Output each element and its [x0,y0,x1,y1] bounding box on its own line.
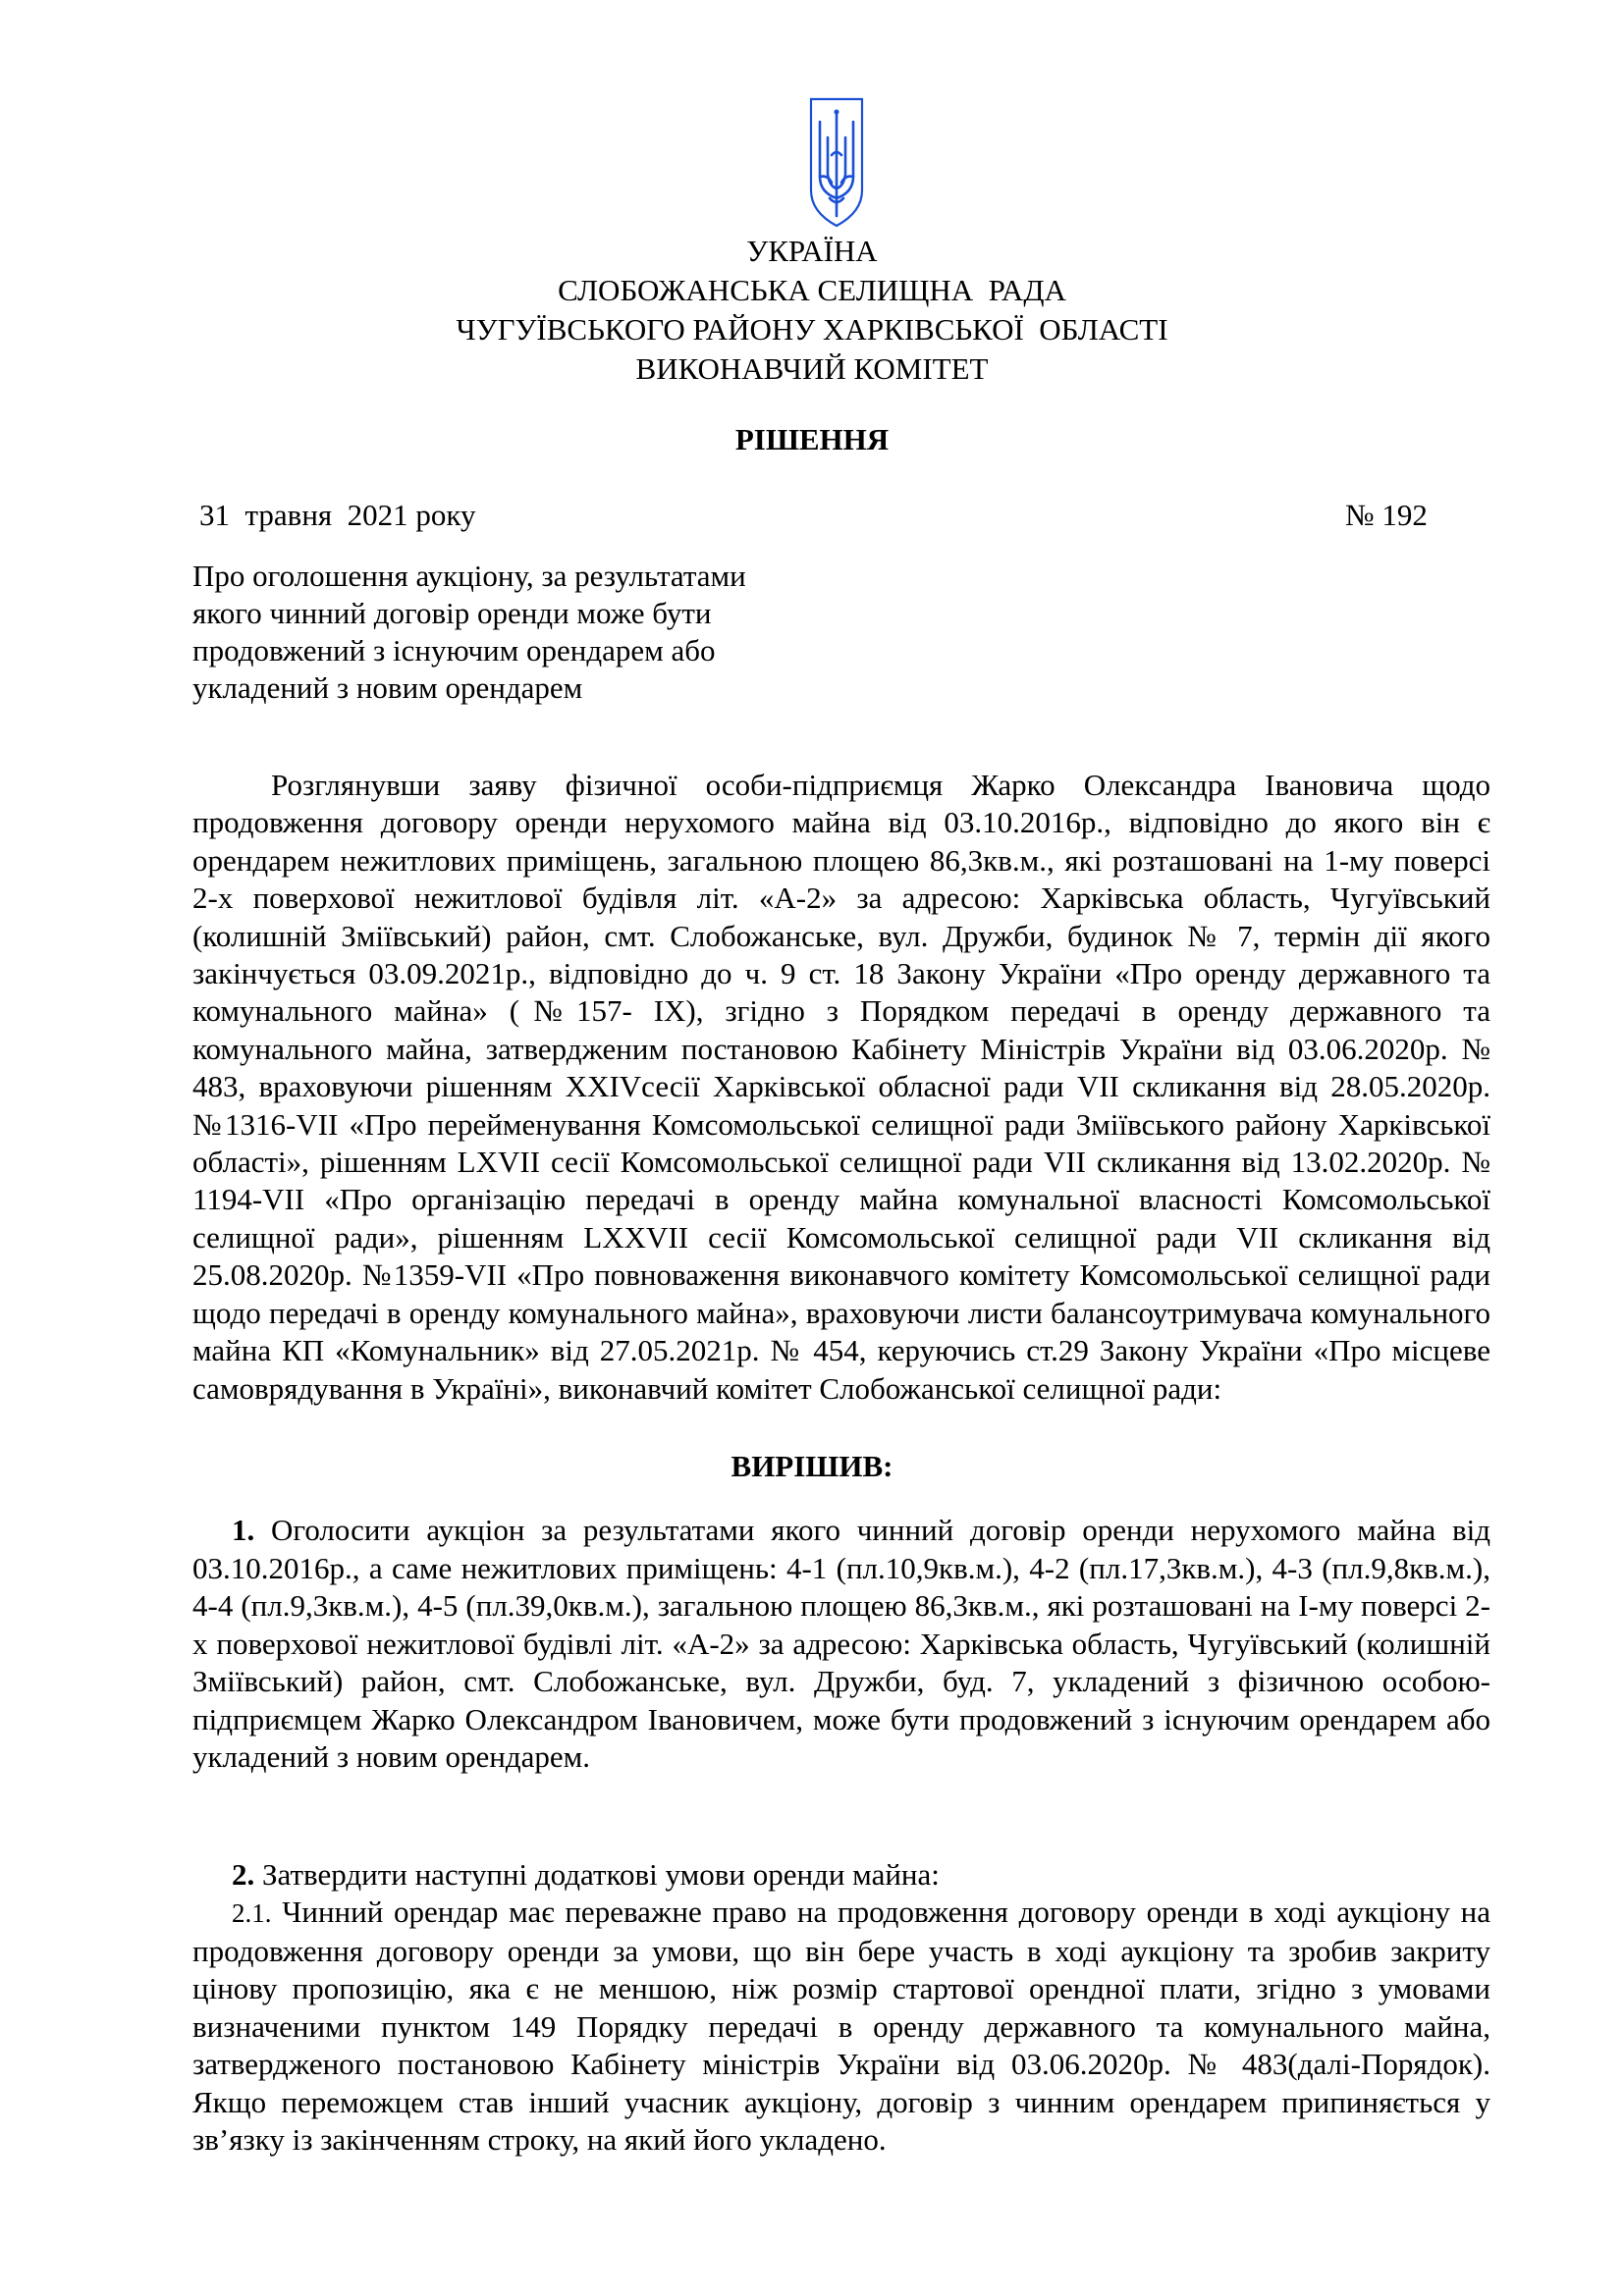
subject-line: укладений з новим орендарем [192,670,583,705]
subject-line: якого чинний договір оренди може бути [192,596,712,630]
item-number: 2. [232,1857,255,1892]
document-number: № 192 [1345,498,1428,532]
item-number: 1. [232,1513,255,1547]
subitem-text: Чинний орендар має переважне право на продовження договору оренди в ході аукціону на продовження договору оренди за умови, що він бере участь в ході аукціону та зробив закриту цінову пропозицію, яка є не меншою, ніж розмір стартової орендної плати, згідно з умовами визначеними пунктом 149 Порядку передачі в оренду державного та комунального майна, затвердженого постановою Кабінету міністрів України від 03.06.2020р. № 483(далі-Порядок). Якщо переможцем став інший учасник аукціону, договір з чинним орендарем припиняється у зв’язку із закінченням строку, на який його укладено. [192,1895,1491,2157]
document-subject [192,558,880,707]
header [0,232,1624,389]
council-name: СЛОБОЖАНСЬКА СЕЛИЩНА РАДА [558,273,1066,307]
resolved-heading: ВИРІШИВ: [731,1449,893,1483]
document-type: РІШЕННЯ [734,422,890,456]
subject-line: продовжений з існуючим орендарем або [192,633,716,667]
decision-item-2 [232,1856,940,1895]
decision-subitem-2-1 [192,1894,1490,2160]
document-date: 31 травня 2021 року [199,498,476,532]
item-text: Оголосити аукціон за результатами якого чинний договір оренди нерухомого майна від 03.10.2016р., а саме нежитлових приміщень: 4-1 (пл.10,9кв.м.), 4-2 (пл.17,3кв.м.), 4-3 (пл.9,8кв.м.), 4-4 (пл.9,3кв.м.), 4-5 (пл.39,0кв.м.), загальною площею 86,3кв.м., які розташовані на І-му поверсі 2-х поверхової нежитлової будівлі літ. «А-2» за адресою: Харківська область, Чугуївський (колишній Зміївський) район, смт. Слобожанське, вул. Дружби, буд. 7, укладений з фізичною особою-підприємцем Жарко Олександром Івановичем, може бути продовжений з існуючим орендарем або укладений з новим орендарем. [192,1513,1490,1774]
subitem-number: 2.1. [232,1898,272,1928]
country-name: УКРАЇНА [746,234,878,268]
district-name: ЧУГУЇВСЬКОГО РАЙОНУ ХАРКІВСЬКОЇ ОБЛАСТІ [456,312,1168,347]
decision-item-1 [192,1512,1490,1777]
preamble-paragraph: Розглянувши заяву фізичної особи-підприємця Жарко Олександра Івановича щодо продовження договору оренди нерухомого майна від 03.10.2016р., відповідно до якого він є орендарем нежитлових приміщень, загальною площею 86,3кв.м., які розташовані на 1-му поверсі 2-х поверхової нежитлової будівля літ. «А-2» за адресою: Харківська область, Чугуївський (колишній Зміївський) район, смт. Слобожанське, вул. Дружби, будинок № 7, термін дії якого закінчується 03.09.2021р., відповідно до ч. 9 ст. 18 Закону України «Про оренду державного та комунального майна» (№157- IX), згідно з Порядком передачі в оренду державного та комунального майна, затвердженим постановою Кабінету Міністрів України від 03.06.2020р. № 483, враховуючи рішенням XXIVсесії Харківської обласної ради VII скликання від 28.05.2020р. №1316-VII «Про перейменування Комсомольської селищної ради Зміївського району Харківської області», рішенням LXVII сесії Комсомольської селищної ради VII скликання від 13.02.2020р. № 1194-VII «Про організацію передачі в оренду майна комунальної власності Комсомольської селищної ради», рішенням LXXVII сесії Комсомольської селищної ради VII скликання від 25.08.2020р. №1359-VII «Про повноваження виконавчого комітету Комсомольської селищної ради щодо передачі в оренду комунального майна», враховуючи листи балансоутримувача комунального майна КП «Комунальник» від 27.05.2021р. № 454, керуючись ст.29 Закону України «Про місцеве самоврядування в Україні», виконавчий комітет Слобожанської селищної ради: [192,768,1490,1406]
coat-of-arms-icon [808,96,865,230]
subject-line: Про оголошення аукціону, за результатами [192,559,746,593]
committee-name: ВИКОНАВЧИЙ КОМІТЕТ [635,351,989,386]
item-text: Затвердити наступні додаткові умови оренди майна: [262,1857,940,1892]
